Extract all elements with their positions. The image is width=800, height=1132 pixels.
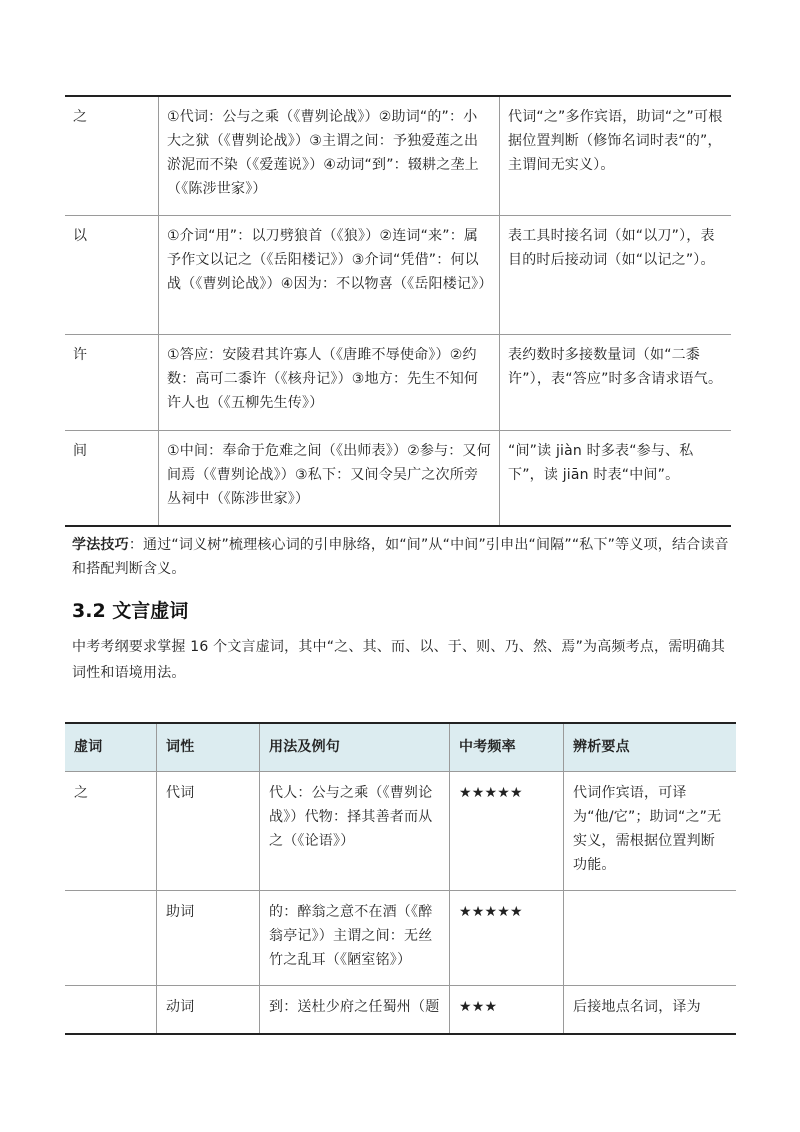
table-cell-word: 之 — [73, 109, 88, 125]
table-cell-meanings: ①介词“用”：以刀劈狼首（《狼》）②连词“来”：属予作文以记之（《岳阳楼记》）③介词“凭借”：何以战（《曹刿论战》）④因为：不以物喜（《岳阳楼记》） — [158, 216, 500, 334]
table-row — [65, 97, 731, 216]
study-tip-label: 学法技巧 — [72, 537, 129, 553]
table-cell-word: 许 — [73, 347, 88, 363]
table-cell-word — [65, 986, 156, 1033]
section-heading: 3.2 文言虚词 — [72, 600, 189, 622]
table-cell-meanings: ①答应：安陵君其许寡人（《唐雎不辱使命》）②约数：高可二黍许（《核舟记》）③地方：先生不知何许人也（《五柳先生传》） — [158, 335, 500, 430]
table-cell-notes: 后接地点名词，译为 — [563, 986, 736, 1033]
header-notes: 辨析要点 — [563, 724, 736, 771]
table-cell-pos: 动词 — [156, 986, 259, 1033]
study-tip-text: ：通过“词义树”梳理核心词的引申脉络，如“间”从“中间”引申出“间隔”“私下”等义项，结合读音和搭配判断含义。 — [72, 537, 729, 577]
table-cell-meanings: ①中间：奉命于危难之间（《出师表》）②参与：又何间焉（《曹刿论战》）③私下：又间令吴广之次所旁丛祠中（《陈涉世家》） — [158, 431, 500, 525]
table-cell-notes — [563, 891, 736, 985]
table-cell-notes: 表工具时接名词（如“以刀”），表目的时后接动词（如“以记之”）。 — [508, 228, 715, 268]
table-cell-pos: 代词 — [156, 772, 259, 890]
study-tip — [72, 533, 732, 581]
table-row — [65, 891, 736, 986]
table-cell-notes: 表约数时多接数量词（如“二黍许”），表“答应”时多含请求语气。 — [508, 347, 723, 387]
table-cell-notes: 代词作宾语，可译为“他/它”；助词“之”无实义，需根据位置判断功能。 — [563, 772, 736, 890]
table-cell-notes: 代词“之”多作宾语，助词“之”可根据位置判断（修饰名词时表“的”，主谓间无实义）。 — [508, 109, 723, 173]
table-row — [65, 431, 731, 525]
table-cell-word: 之 — [74, 785, 89, 801]
table-cell-usage: 代人：公与之乘（《曹刿论战》）代物：择其善者而从之（《论语》） — [259, 772, 449, 890]
header-part-of-speech: 词性 — [156, 724, 259, 771]
table-row — [65, 335, 731, 431]
word-meaning-table — [65, 95, 731, 527]
table-cell-usage: 到：送杜少府之任蜀州（题 — [259, 986, 449, 1033]
table-cell-word: 间 — [73, 443, 88, 459]
table-header-row — [65, 724, 736, 772]
table-cell-frequency: ★★★★★ — [449, 772, 563, 890]
table-cell-pos: 助词 — [156, 891, 259, 985]
header-frequency: 中考频率 — [449, 724, 563, 771]
table-cell-word: 以 — [73, 228, 88, 244]
table-cell-frequency: ★★★ — [449, 986, 563, 1033]
table-row — [65, 216, 731, 335]
table-cell-word — [65, 891, 156, 985]
section-intro: 中考考纲要求掌握 16 个文言虚词，其中“之、其、而、以、于、则、乃、然、焉”为高频考点，需明确其词性和语境用法。 — [72, 639, 726, 681]
function-word-table — [65, 722, 736, 1035]
header-function-word: 虚词 — [74, 739, 103, 755]
header-usage: 用法及例句 — [259, 724, 449, 771]
table-cell-notes: “间”读 jiàn 时多表“参与、私下”，读 jiān 时表“中间”。 — [508, 443, 694, 483]
table-cell-meanings: ①代词：公与之乘（《曹刿论战》）②助词“的”：小大之狱（《曹刿论战》）③主谓之间：予独爱莲之出淤泥而不染（《爱莲说》）④动词“到”：辍耕之垄上（《陈涉世家》） — [158, 97, 500, 215]
table-cell-usage: 的：醉翁之意不在酒（《醉翁亭记》）主谓之间：无丝竹之乱耳（《陋室铭》） — [259, 891, 449, 985]
table-row — [65, 772, 736, 891]
table-row — [65, 986, 736, 1033]
table-cell-frequency: ★★★★★ — [449, 891, 563, 985]
